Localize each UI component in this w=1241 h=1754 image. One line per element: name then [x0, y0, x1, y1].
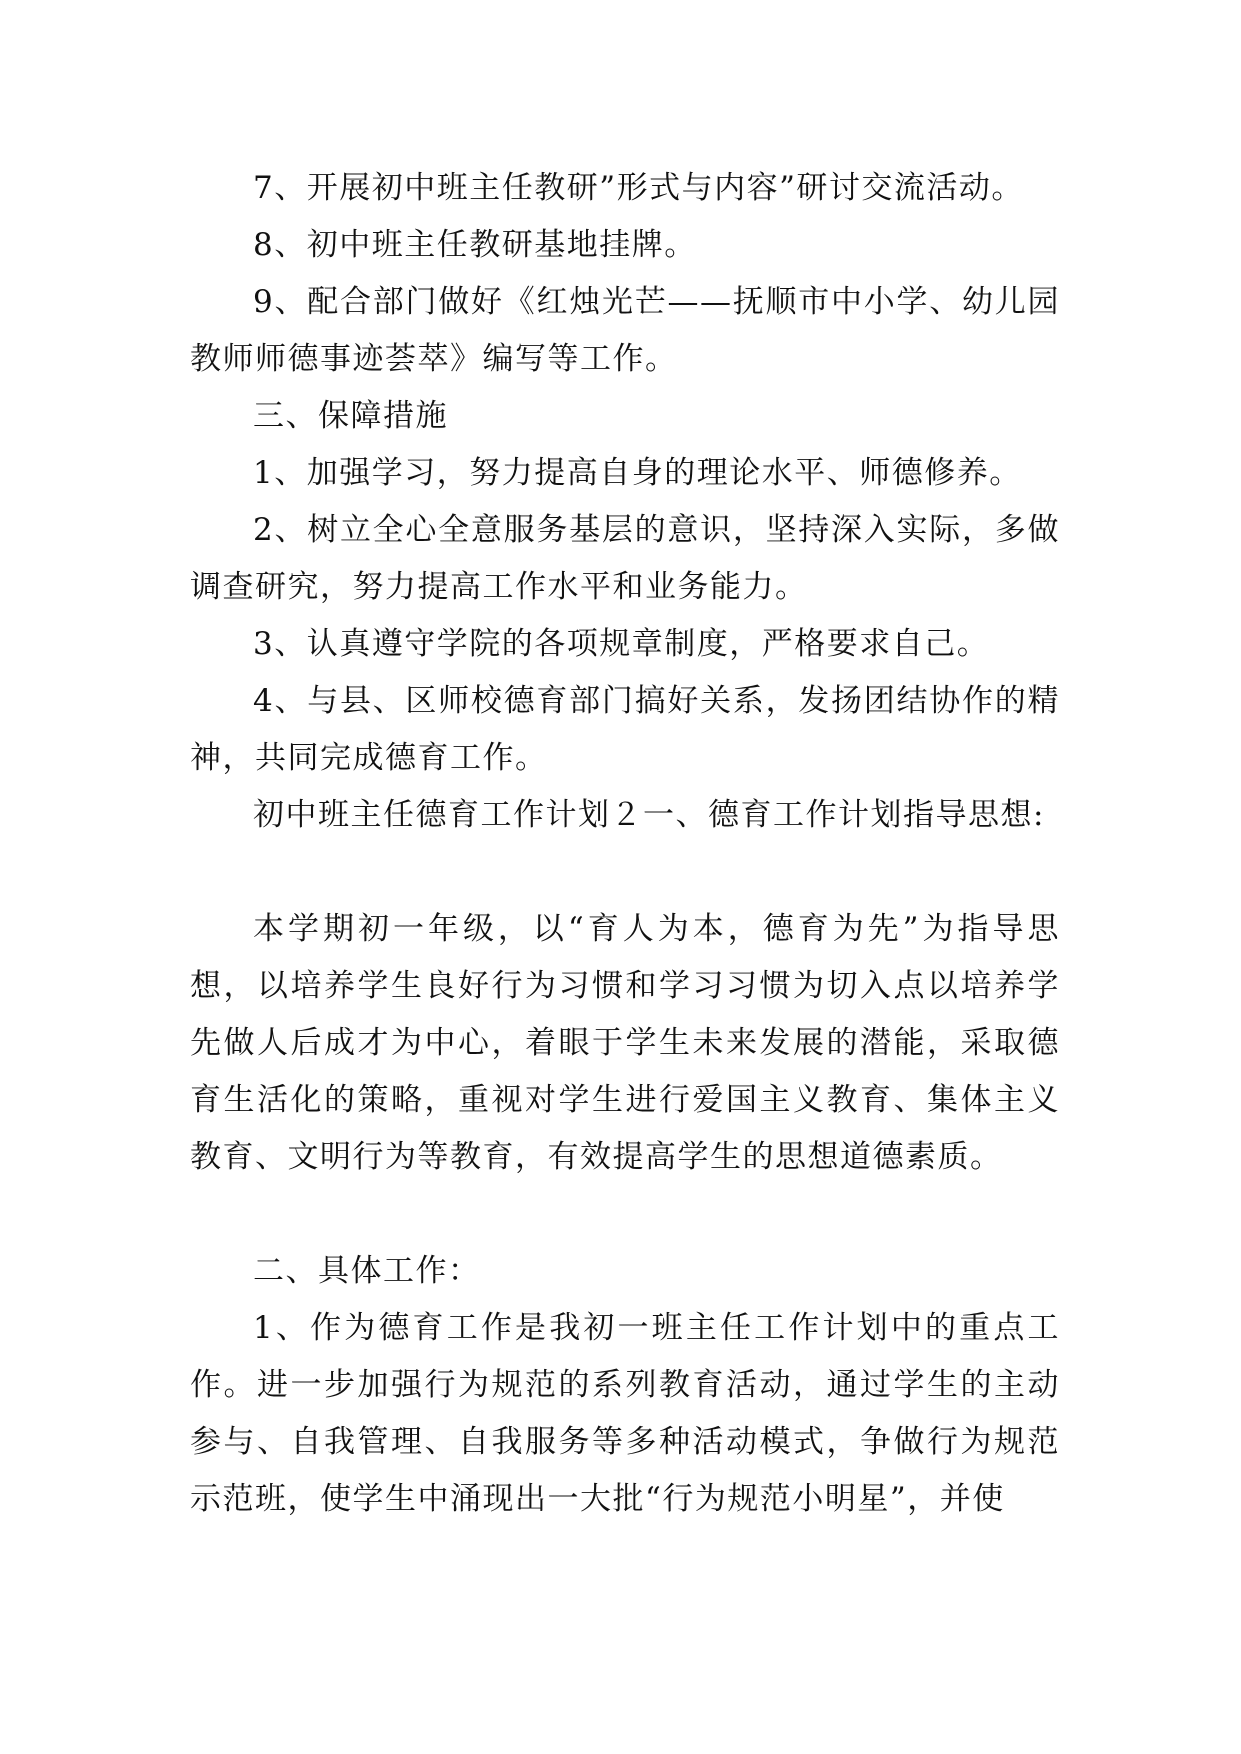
guiding-idea-paragraph: 本学期初一年级，以“育人为本，德育为先”为指导思想，以培养学生良好行为习惯和学习习惯为切入点以培养学先做人后成才为中心，着眼于学生未来发展的潜能，采取德育生活化的策略，重视对学生进行爱国主义教育、集体主义教育、文明行为等教育，有效提高学生的思想道德素质。 [190, 911, 1060, 1175]
paragraph-item-9: 9、配合部门做好《红烛光芒——抚顺市中小学、幼儿园教师师德事迹荟萃》编写等工作。 [190, 284, 1060, 377]
document-body [190, 160, 1060, 1528]
measure-item-4: 4、与县、区师校德育部门搞好关系，发扬团结协作的精神，共同完成德育工作。 [190, 683, 1060, 776]
section-heading-safeguards: 三、保障措施 [253, 398, 448, 434]
paragraph-item-8: 8、初中班主任教研基地挂牌。 [253, 227, 697, 263]
measure-item-1: 1、加强学习，努力提高自身的理论水平、师德修养。 [253, 455, 1022, 491]
plan-2-heading: 初中班主任德育工作计划２一、德育工作计划指导思想: [253, 797, 1045, 833]
paragraph-item-7: 7、开展初中班主任教研”形式与内容”研讨交流活动。 [253, 170, 1024, 206]
section-heading-specific-work: 二、具体工作： [253, 1253, 481, 1289]
work-item-1: 1、作为德育工作是我初一班主任工作计划中的重点工作。进一步加强行为规范的系列教育活动，通过学生的主动参与、自我管理、自我服务等多种活动模式，争做行为规范示范班，使学生中涌现出一大批“行为规范小明星”，并使 [190, 1310, 1060, 1517]
measure-item-2: 2、树立全心全意服务基层的意识，坚持深入实际，多做调查研究，努力提高工作水平和业务能力。 [190, 512, 1060, 605]
measure-item-3: 3、认真遵守学院的各项规章制度，严格要求自己。 [253, 626, 990, 662]
